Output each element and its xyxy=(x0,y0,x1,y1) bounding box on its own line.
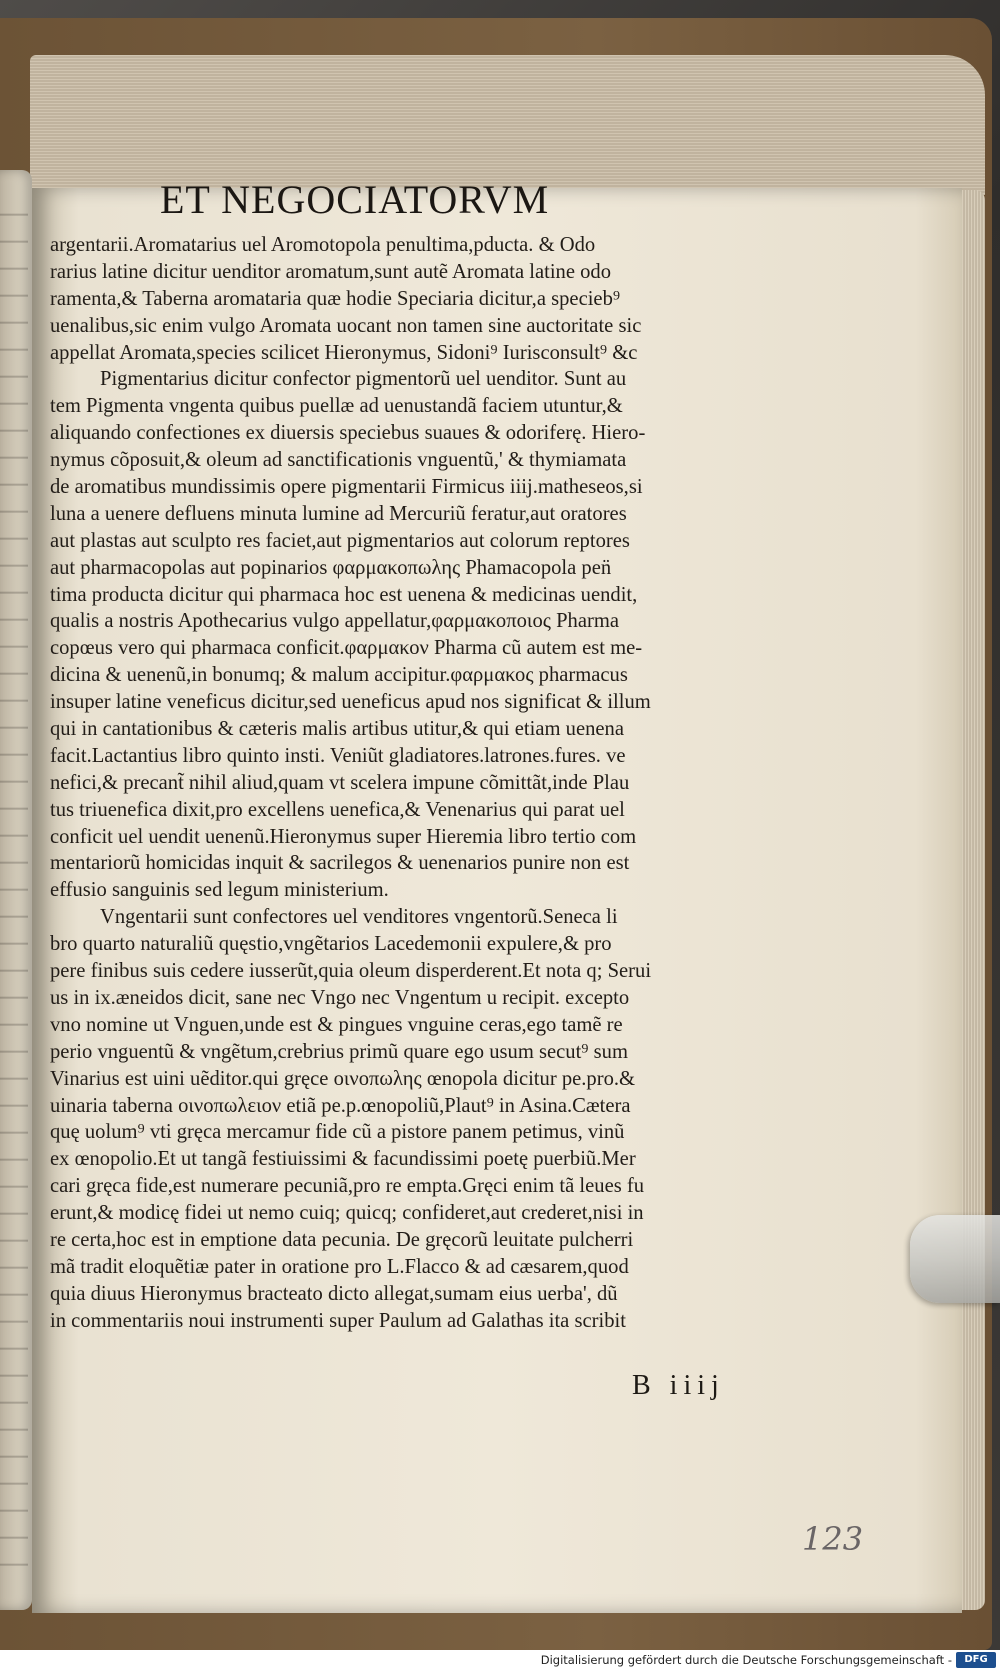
text-line: aut pharmacopolas aut popinarios φαρμακοπωλης Phamacopola pen̈ xyxy=(50,556,612,579)
text-line: tem Pigmenta vngenta quibus puellæ ad uenustandã faciem utuntur,& xyxy=(50,395,623,418)
facing-page-text-fragment xyxy=(0,190,28,1590)
text-line: mentariorũ homicidas inquit & sacrilegos & uenenarios punire non est xyxy=(50,852,630,875)
text-line: ramenta,& Taberna aromataria quæ hodie Speciaria dicitur,a specieb⁹ xyxy=(50,287,621,310)
folio-number: 123 xyxy=(802,1520,864,1558)
text-line: nefici,& precant̃ nihil aliud,quam vt scelera impune cõmittãt,inde Plau xyxy=(50,771,630,794)
text-line: copœus vero qui pharmaca conficit.φαρμακον Pharma cũ autem est me- xyxy=(50,637,643,660)
text-line: ex œnopolio.Et ut tangã festiuissimi & facundissimi poetę puerbiũ.Mer xyxy=(50,1148,636,1171)
text-line: tima producta dicitur qui pharmaca hoc est uenena & medicinas uendit, xyxy=(50,583,638,606)
text-line: luna a uenere defluens minuta lumine ad Mercuriũ feratur,aut oratores xyxy=(50,502,627,525)
text-line: uenalibus,sic enim vulgo Aromata uocant non tamen sine auctoritate sic xyxy=(50,314,642,337)
text-line: Vngentarii sunt confectores uel venditores vngentorũ.Seneca li xyxy=(100,906,618,929)
text-line: bro quarto naturaliũ quęstio,vngẽtarios Lacedemonii expulere,& pro xyxy=(50,933,612,956)
text-line: de aromatibus mundissimis opere pigmentarii Firmicus iiij.matheseos,si xyxy=(50,476,643,499)
text-line: perio vnguentũ & vngẽtum,crebrius primũ quare ego usum secut⁹ sum xyxy=(50,1040,628,1063)
text-line: mã tradit eloquẽtiæ pater in oratione pro L.Flacco & ad cæsarem,quod xyxy=(50,1255,629,1278)
text-line: qui in cantationibus & cæteris malis artibus utitur,& qui etiam uenena xyxy=(50,718,624,741)
text-line: nymus cõposuit,& oleum ad sanctificationis vnguentũ,' & thymiamata xyxy=(50,449,627,472)
text-line: facit.Lactantius libro quinto insti. Veniũt gladiatores.latrones.fures. ve xyxy=(50,744,626,767)
text-line: uinaria taberna οινοπωλειον etiã pe.p.œnopoliũ,Plaut⁹ in Asina.Cætera xyxy=(50,1094,631,1117)
top-page-edges xyxy=(30,55,985,195)
text-line: aliquando confectiones ex diuersis speciebus suaues & odoriferę. Hiero- xyxy=(50,422,646,445)
running-head: ET NEGOCIATORVM xyxy=(160,177,550,222)
text-line: effusio sanguinis sed legum ministerium. xyxy=(50,879,389,902)
dfg-logo: DFG xyxy=(956,1652,996,1668)
text-line: appellat Aromata,species scilicet Hieronymus, Sidoni⁹ Iurisconsult⁹ &c xyxy=(50,341,638,364)
text-line: conficit uel uendit uenenũ.Hieronymus super Hieremia libro tertio com xyxy=(50,825,637,848)
text-line: argentarii.Aromatarius uel Aromotopola penultima,pducta. & Odo xyxy=(50,234,596,256)
text-line: rarius latine dicitur uenditor aromatum,sunt autẽ Aromata latine odo xyxy=(50,260,612,283)
text-line: qualis a nostris Apothecarius vulgo appellatur,φαρμακοποιος Pharma xyxy=(50,610,619,633)
text-line: in commentariis noui instrumenti super Paulum ad Galathas ita scribit xyxy=(50,1309,626,1332)
text-line: quia diuus Hieronymus bracteato dicto allegat,sumam eius uerba', dũ xyxy=(50,1282,618,1305)
digitization-credit: Digitalisierung gefördert durch die Deutsche Forschungsgemeinschaft - xyxy=(540,1653,952,1667)
text-line: Vinarius est uini uẽditor.qui gręce οινοπωλης œnopola dicitur pe.pro.& xyxy=(50,1067,636,1090)
page-clip xyxy=(910,1215,1000,1303)
body-text xyxy=(50,232,800,1335)
text-line: dicina & uenenũ,in bonumq; & malum accipitur.φαρμακος pharmacus xyxy=(50,664,628,687)
text-line: us in ix.æneidos dicit, sane nec Vngo nec Vngentum u recipit. excepto xyxy=(50,986,630,1009)
text-line: aut plastas aut sculpto res faciet,aut pigmentarios aut colorum reptores xyxy=(50,529,630,552)
text-line: Pigmentarius dicitur confector pigmentorũ uel uenditor. Sunt au xyxy=(100,368,627,391)
signature-mark: B iiij xyxy=(632,1370,725,1401)
text-line: tus triuenefica dixit,pro excellens uenefica,& Venenarius qui parat uel xyxy=(50,798,625,821)
text-line: re certa,hoc est in emptione data pecunia. De gręcorũ leuitate pulcherri xyxy=(50,1228,634,1251)
text-line: erunt,& modicę fidei ut nemo cuiq; quicq; confideret,aut crederet,nisi in xyxy=(50,1202,644,1225)
text-line: insuper latine veneficus dicitur,sed ueneficus apud nos significat & illum xyxy=(50,691,651,714)
text-line: pere finibus suis cedere iusserũt,quia oleum disperderent.Et nota q; Serui xyxy=(50,960,652,983)
text-line: quę uolum⁹ vti gręca mercamur fide cũ a pistore panem petimus, vinũ xyxy=(50,1121,625,1144)
footer-bar xyxy=(0,1650,1000,1671)
text-line: vno nomine ut Vnguen,unde est & pingues vnguine ceras,ego tamẽ re xyxy=(50,1013,623,1036)
text-line: cari gręca fide,est numerare pecuniã,pro re empta.Gręci enim tã leues fu xyxy=(50,1175,645,1198)
